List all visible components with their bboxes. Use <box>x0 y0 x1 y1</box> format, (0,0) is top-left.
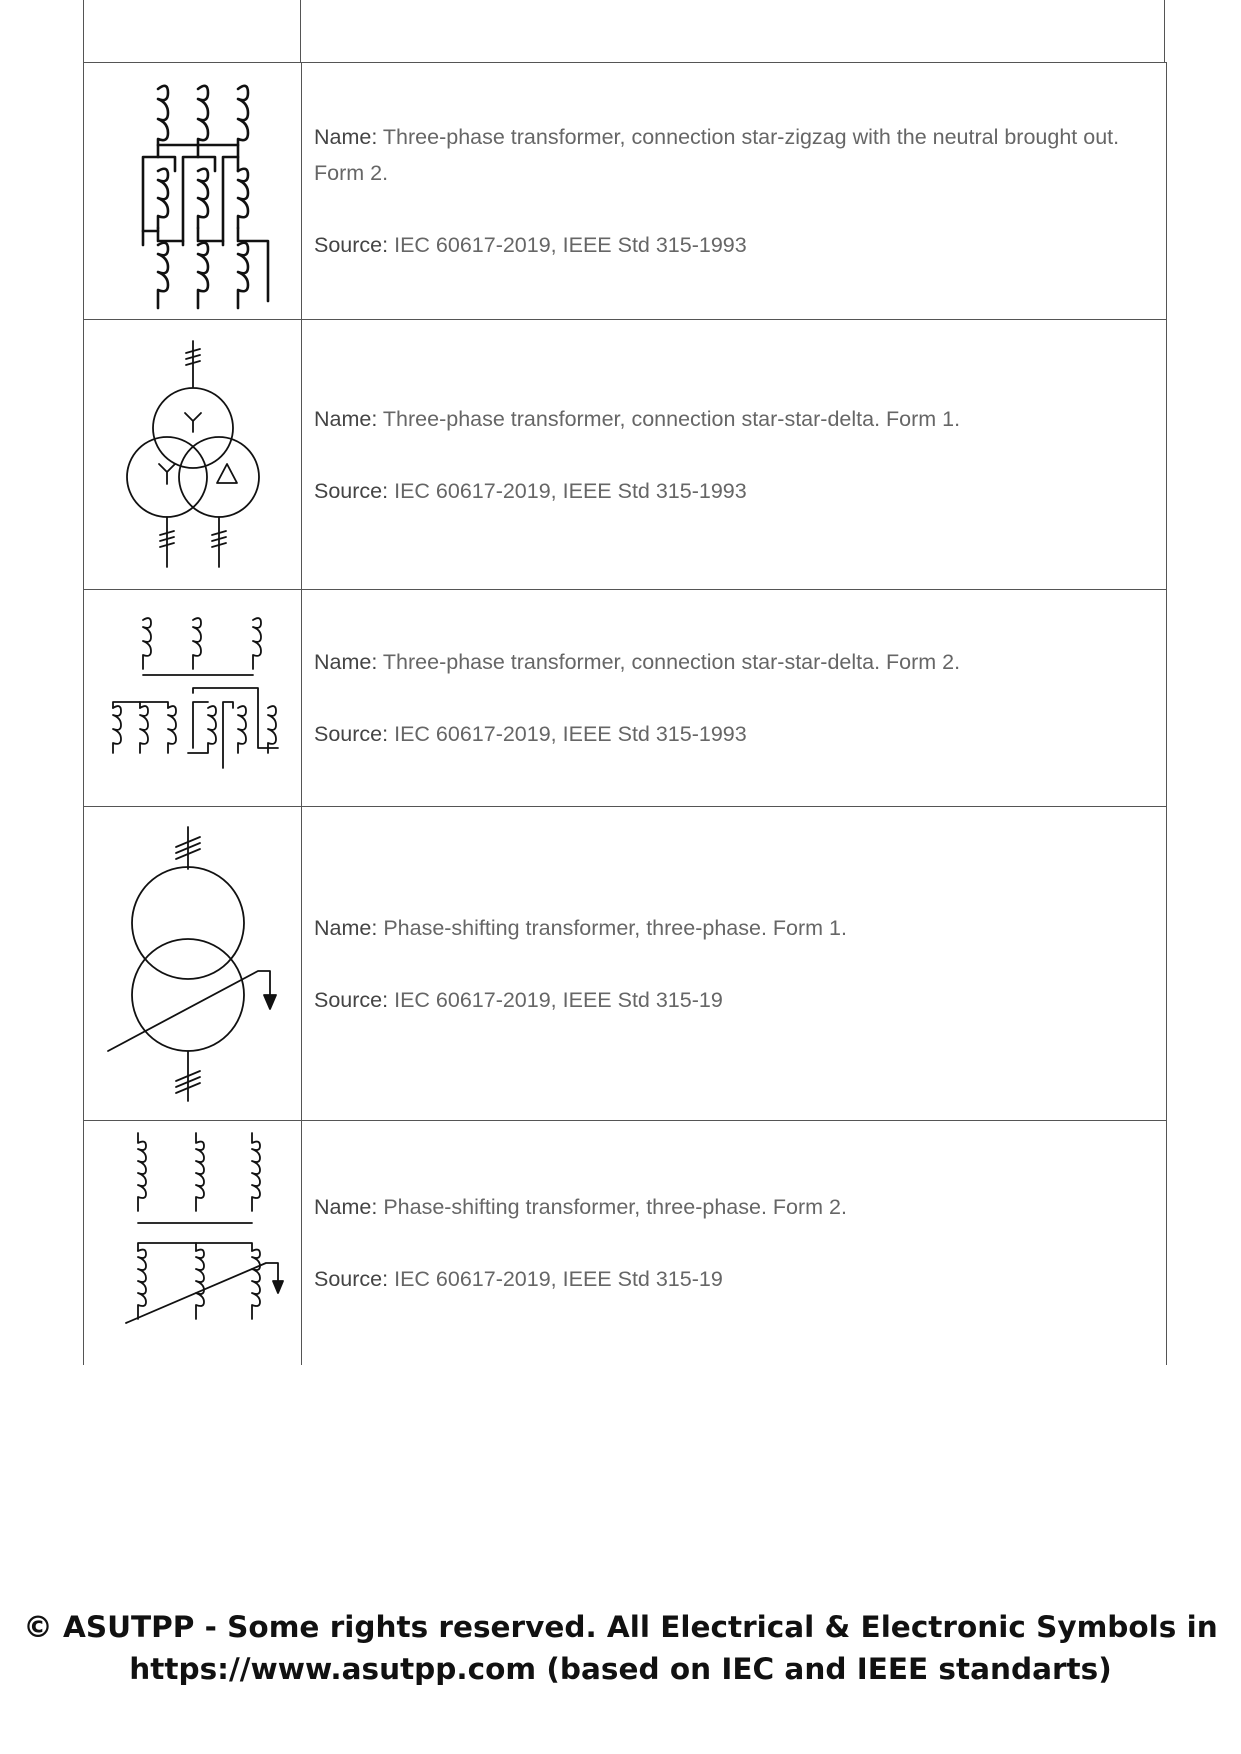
symbol-source <box>314 982 1120 1018</box>
table-row <box>83 590 1167 807</box>
name-label: Name: <box>314 915 378 940</box>
symbol-cell <box>83 1121 302 1365</box>
copyright-footer <box>0 1606 1241 1690</box>
symbol-source <box>314 716 1120 752</box>
source-value: IEC 60617-2019, IEEE Std 315-19 <box>394 987 723 1012</box>
source-label: Source: <box>314 1267 389 1291</box>
symbol-cell <box>83 320 302 589</box>
footer-line-1: © ASUTPP - Some rights reserved. All Electrical & Electronic Symbols in <box>23 1610 1218 1644</box>
name-value: Phase-shifting transformer, three-phase. Form 1. <box>383 915 847 940</box>
phase-shifting-transformer-form1-icon <box>98 819 288 1109</box>
table-edge <box>300 0 301 62</box>
symbol-source <box>314 227 1120 263</box>
three-phase-transformer-star-star-delta-form1-icon <box>113 335 273 575</box>
name-value: Three-phase transformer, connection star-star-delta. Form 2. <box>382 650 961 674</box>
table-row <box>83 63 1167 320</box>
name-value: Phase-shifting transformer, three-phase. Form 2. <box>383 1195 847 1219</box>
name-value: Three-phase transformer, connection star-zigzag with the neutral brought out. Form 2. <box>314 125 1120 185</box>
three-phase-transformer-star-star-delta-form2-icon <box>98 598 288 798</box>
symbol-source <box>314 1261 1120 1297</box>
description-cell <box>302 590 1167 806</box>
description-cell <box>302 807 1167 1120</box>
footer-line-2: https://www.asutpp.com (based on IEC and IEEE standarts) <box>129 1652 1112 1686</box>
name-value: Three-phase transformer, connection star-star-delta. Form 1. <box>382 406 961 431</box>
table-edge <box>1164 0 1165 62</box>
description-cell <box>302 1121 1167 1365</box>
source-value: IEC 60617-2019, IEEE Std 315-1993 <box>394 722 747 746</box>
description-cell <box>302 320 1167 589</box>
phase-shifting-transformer-form2-icon <box>98 1123 288 1363</box>
symbol-cell <box>83 590 302 806</box>
three-phase-transformer-star-zigzag-form2-icon <box>103 71 283 311</box>
table-edge <box>83 0 84 62</box>
name-label: Name: <box>314 406 378 431</box>
source-label: Source: <box>314 478 389 503</box>
symbol-name <box>314 910 1120 946</box>
symbol-table <box>83 62 1167 1365</box>
name-label: Name: <box>314 1195 378 1219</box>
symbol-source <box>314 473 1120 509</box>
symbol-cell <box>83 63 302 319</box>
description-cell <box>302 63 1167 319</box>
symbol-name <box>314 644 1120 680</box>
name-label: Name: <box>314 125 378 149</box>
source-label: Source: <box>314 233 389 257</box>
name-label: Name: <box>314 650 378 674</box>
symbol-name <box>314 1189 1120 1225</box>
symbol-cell <box>83 807 302 1120</box>
source-value: IEC 60617-2019, IEEE Std 315-1993 <box>394 233 747 257</box>
symbol-name <box>314 119 1120 191</box>
source-label: Source: <box>314 722 389 746</box>
symbol-name <box>314 401 1120 437</box>
source-value: IEC 60617-2019, IEEE Std 315-1993 <box>394 478 747 503</box>
table-row <box>83 1121 1167 1365</box>
source-label: Source: <box>314 987 389 1012</box>
table-row <box>83 320 1167 590</box>
source-value: IEC 60617-2019, IEEE Std 315-19 <box>394 1267 723 1291</box>
table-row <box>83 807 1167 1121</box>
